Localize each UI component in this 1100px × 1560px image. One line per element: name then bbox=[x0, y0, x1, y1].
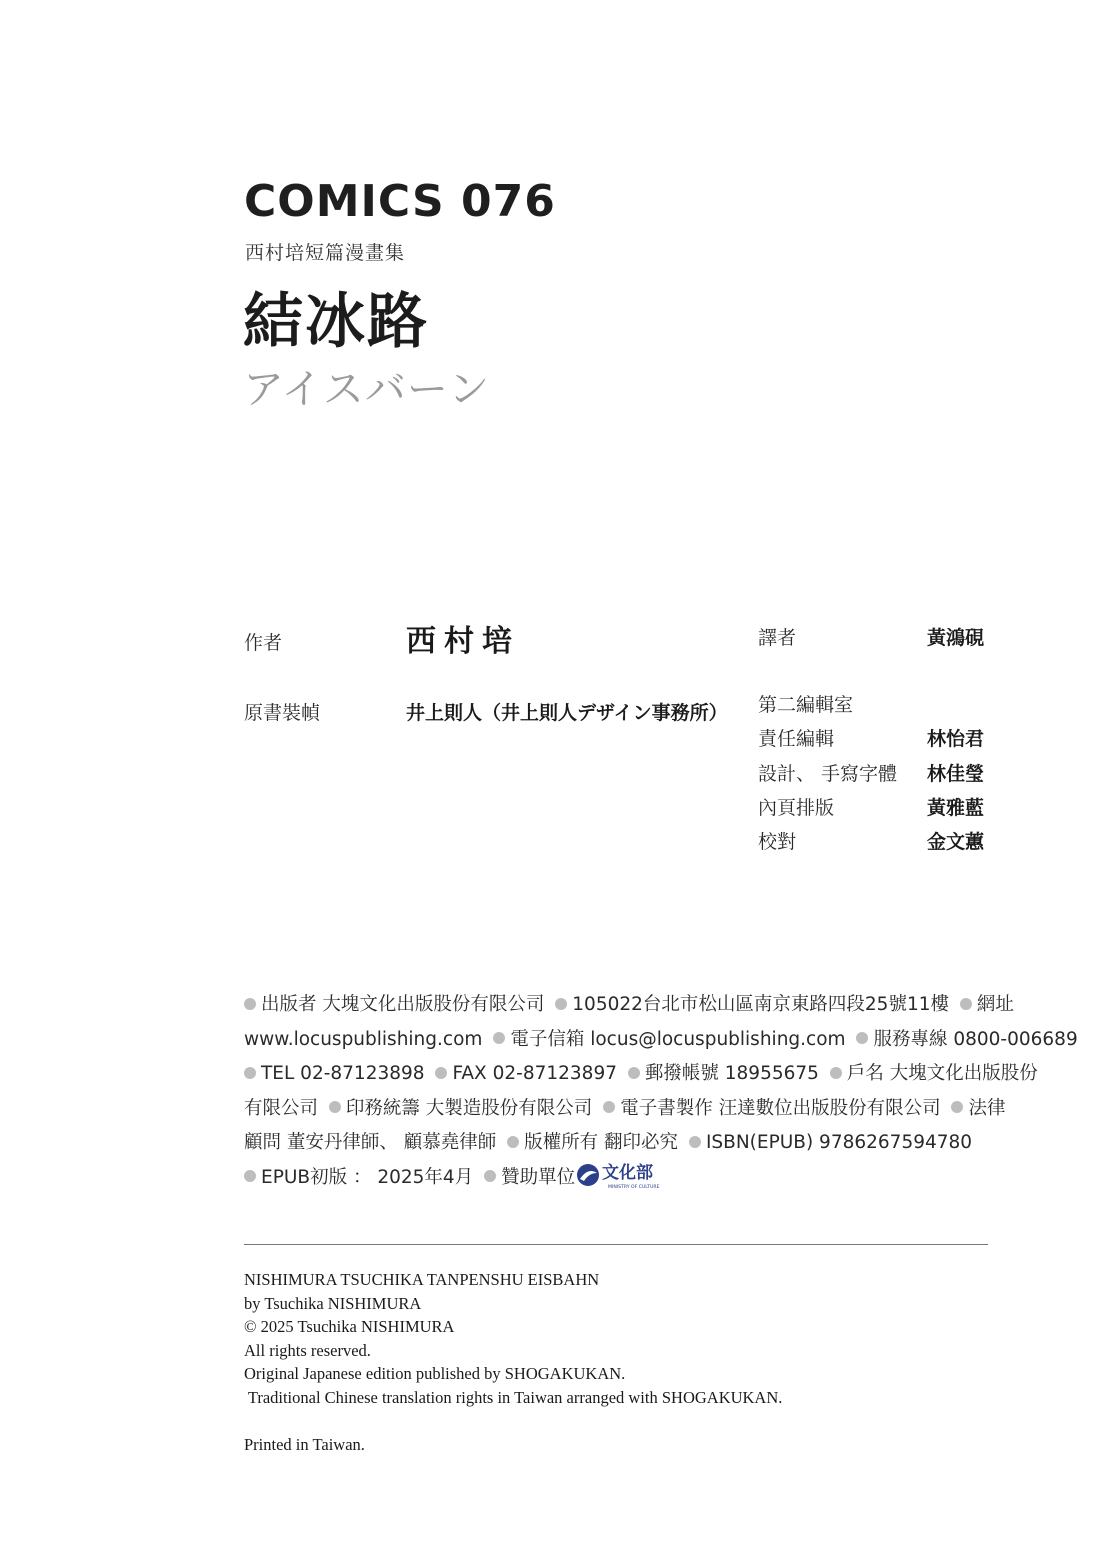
translator-name: 黃鴻硯 bbox=[927, 627, 985, 649]
service-line: 服務專線 0800-006689 bbox=[873, 1028, 1078, 1050]
bullet-icon bbox=[507, 1136, 519, 1148]
email[interactable]: 電子信箱 locus@locuspublishing.com bbox=[510, 1028, 846, 1050]
telephone: TEL 02-87123898 bbox=[261, 1063, 425, 1084]
bullet-icon bbox=[555, 998, 567, 1010]
isbn: ISBN(EPUB) 9786267594780 bbox=[705, 1132, 973, 1153]
layout-name: 黃雅藍 bbox=[927, 797, 985, 819]
publishing-line bbox=[244, 1092, 1006, 1127]
original-design-label: 原書裝幀 bbox=[244, 702, 321, 724]
bullet-icon bbox=[329, 1101, 341, 1113]
layout-label: 內頁排版 bbox=[758, 797, 835, 819]
bullet-icon bbox=[244, 1067, 256, 1079]
bullet-icon bbox=[493, 1032, 505, 1044]
design-name: 林佳瑩 bbox=[927, 763, 985, 785]
bullet-icon bbox=[244, 1170, 256, 1182]
editor-name: 林怡君 bbox=[927, 728, 985, 750]
editor-label: 責任編輯 bbox=[758, 728, 835, 750]
bullet-icon bbox=[951, 1101, 963, 1113]
website-label: 網址 bbox=[976, 994, 1014, 1015]
design-label: 設計、 手寫字體 bbox=[758, 763, 898, 785]
bullet-icon bbox=[244, 998, 256, 1010]
legal-label: 法律 bbox=[968, 1097, 1006, 1119]
ebook-production: 電子書製作 汪達數位出版股份有限公司 bbox=[620, 1097, 941, 1119]
print-coordination: 印務統籌 大製造股份有限公司 bbox=[345, 1097, 593, 1119]
publisher-address: 105022台北市松山區南京東路四段25號11樓 bbox=[572, 994, 949, 1015]
book-subtitle: アイスバーン bbox=[243, 365, 491, 413]
copyright-notice: 版權所有 翻印必究 bbox=[524, 1132, 679, 1153]
blank-line bbox=[244, 1410, 782, 1434]
bullet-icon bbox=[435, 1067, 447, 1079]
website-link[interactable]: www.locuspublishing.com bbox=[244, 1028, 483, 1050]
department-label: 第二編輯室 bbox=[758, 694, 854, 716]
collection-name: 西村培短篇漫畫集 bbox=[245, 242, 406, 264]
rights-line: All rights reserved. bbox=[244, 1340, 371, 1360]
rights-line: © 2025 Tsuchika NISHIMURA bbox=[244, 1317, 455, 1337]
bullet-icon bbox=[628, 1067, 640, 1079]
english-rights bbox=[244, 1268, 782, 1457]
bullet-icon bbox=[484, 1170, 496, 1182]
bullet-icon bbox=[960, 998, 972, 1010]
logo-text: 文化部 bbox=[602, 1162, 654, 1183]
ministry-of-culture-logo bbox=[575, 1161, 671, 1191]
rights-line: Traditional Chinese translation rights in Taiwan arranged with SHOGAKUKAN. bbox=[244, 1387, 783, 1407]
postal-account: 郵撥帳號 18955675 bbox=[644, 1063, 819, 1084]
bullet-icon bbox=[603, 1101, 615, 1113]
rights-line: by Tsuchika NISHIMURA bbox=[244, 1293, 422, 1313]
bullet-icon bbox=[856, 1032, 868, 1044]
rights-line: Printed in Taiwan. bbox=[244, 1435, 365, 1455]
publishing-line bbox=[244, 1161, 992, 1196]
account-name: 戶名 大塊文化出版股份 bbox=[846, 1063, 1038, 1084]
author-name: 西村培 bbox=[406, 624, 520, 659]
bullet-icon bbox=[689, 1136, 701, 1148]
fax: FAX 02-87123897 bbox=[452, 1063, 617, 1084]
publishing-line bbox=[244, 1126, 992, 1161]
bullet-icon bbox=[830, 1067, 842, 1079]
rights-line: Original Japanese edition published by SHOGAKUKAN. bbox=[244, 1364, 626, 1384]
book-title: 結冰路 bbox=[243, 287, 429, 357]
series-number: COMICS 076 bbox=[244, 176, 556, 227]
rights-line: NISHIMURA TSUCHIKA TANPENSHU EISBAHN bbox=[244, 1270, 600, 1289]
translator-label: 譯者 bbox=[758, 627, 797, 649]
publishing-line bbox=[244, 1057, 1038, 1092]
sponsor-label: 贊助單位 bbox=[501, 1166, 576, 1188]
proof-label: 校對 bbox=[758, 831, 797, 853]
legal-counsel: 顧問 董安丹律師、 顧慕堯律師 bbox=[244, 1132, 497, 1153]
account-name-cont: 有限公司 bbox=[244, 1097, 319, 1119]
publisher: 出版者 大塊文化出版股份有限公司 bbox=[261, 994, 545, 1015]
proof-name: 金文蕙 bbox=[927, 831, 985, 853]
author-label: 作者 bbox=[244, 632, 283, 654]
divider bbox=[244, 1244, 988, 1245]
logo-subtext: MINISTRY OF CULTURE bbox=[608, 1184, 660, 1190]
publishing-line bbox=[244, 988, 1014, 1023]
edition: EPUB初版 ： 2025年4月 bbox=[261, 1166, 474, 1188]
publishing-info bbox=[244, 988, 1078, 1195]
original-design-value: 井上則人（井上則人デザイン事務所） bbox=[406, 702, 728, 724]
publishing-line bbox=[244, 1023, 1078, 1058]
